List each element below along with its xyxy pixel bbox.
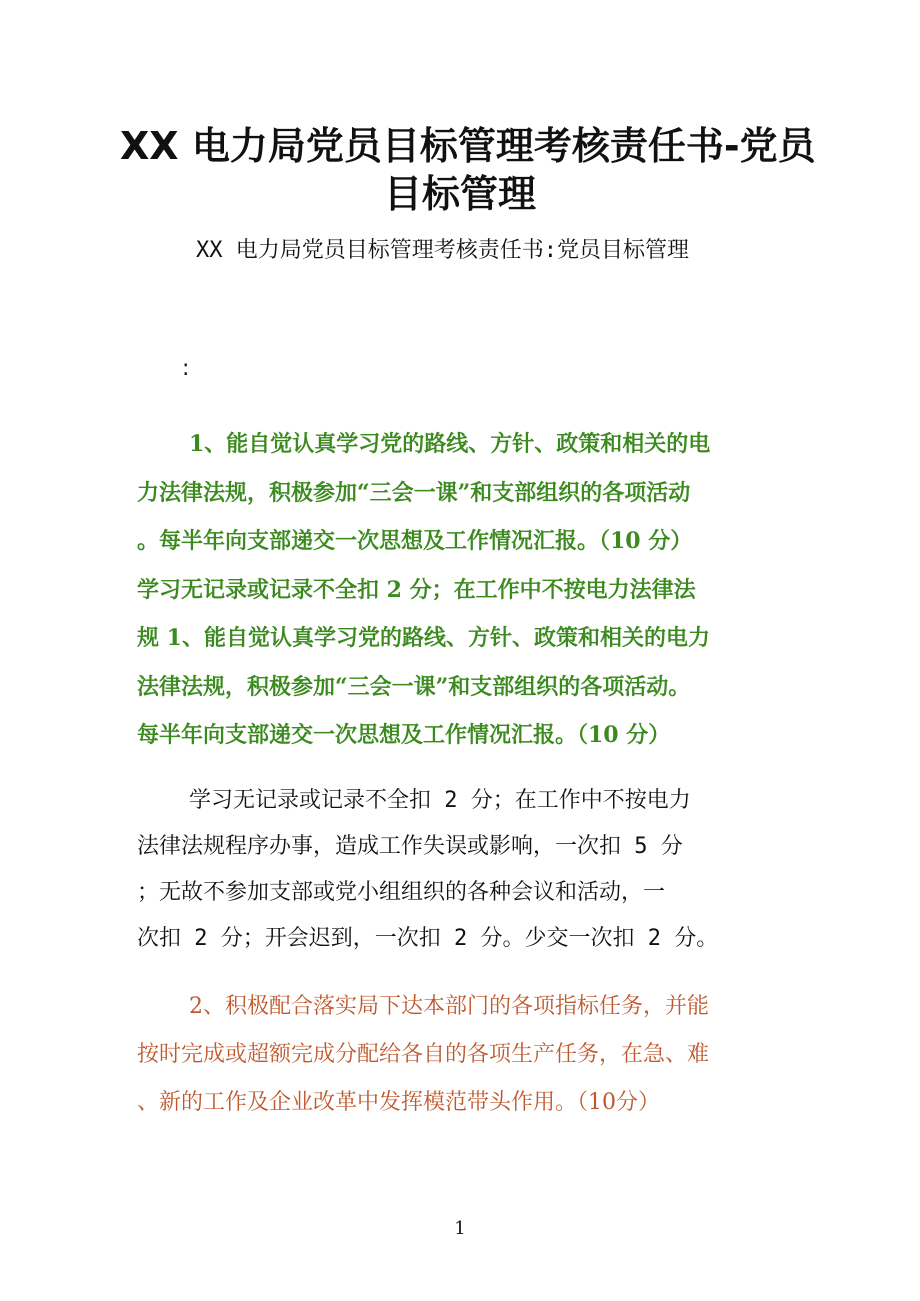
paragraph-2 [137,778,785,962]
paragraph-3-line: 、新的工作及企业改革中发挥模范带头作用。（10分） [137,1090,660,1115]
paragraph-2-line: ；无故不参加支部或党小组组织的各种会议和活动，一 [137,880,666,905]
document-subtitle: XX 电力局党员目标管理考核责任书:党员目标管理 [196,238,689,263]
paragraph-3 [137,983,785,1127]
page-number: 1 [454,1218,466,1239]
title-line-1: XX 电力局党员目标管理考核责任书-党员 [120,124,816,168]
paragraph-1-line: 1、能自觉认真学习党的路线、方针、政策和相关的电 [189,431,711,457]
paragraph-1-line: 每半年向支部递交一次思想及工作情况汇报。（10 分） [137,722,671,748]
paragraph-1-line: 法律法规，积极参加“三会一课”和支部组织的各项活动。 [137,673,691,700]
paragraph-1-line: 力法律法规，积极参加“三会一课”和支部组织的各项活动 [137,479,691,506]
paragraph-2-line: 学习无记录或记录不全扣 2 分；在工作中不按电力 [189,788,691,813]
paragraph-1-line: 规 1、能自觉认真学习党的路线、方针、政策和相关的电力 [137,625,710,651]
paragraph-2-line: 次扣 2 分；开会迟到，一次扣 2 分。少交一次扣 2 分。 [137,926,719,951]
paragraph-1 [137,420,785,760]
paragraph-1-line: 。每半年向支部递交一次思想及工作情况汇报。（10 分） [137,528,693,554]
document-title [120,122,816,218]
paragraph-2-line: 法律法规程序办事，造成工作失误或影响，一次扣 5 分 [137,834,683,859]
paragraph-3-line: 2、积极配合落实局下达本部门的各项指标任务，并能 [189,994,709,1019]
colon-marker: : [182,356,190,381]
paragraph-1-line: 学习无记录或记录不全扣 2 分；在工作中不按电力法律法 [137,576,696,603]
title-line-2: 目标管理 [383,172,536,216]
paragraph-3-line: 按时完成或超额完成分配给各自的各项生产任务，在急、难 [137,1042,710,1067]
